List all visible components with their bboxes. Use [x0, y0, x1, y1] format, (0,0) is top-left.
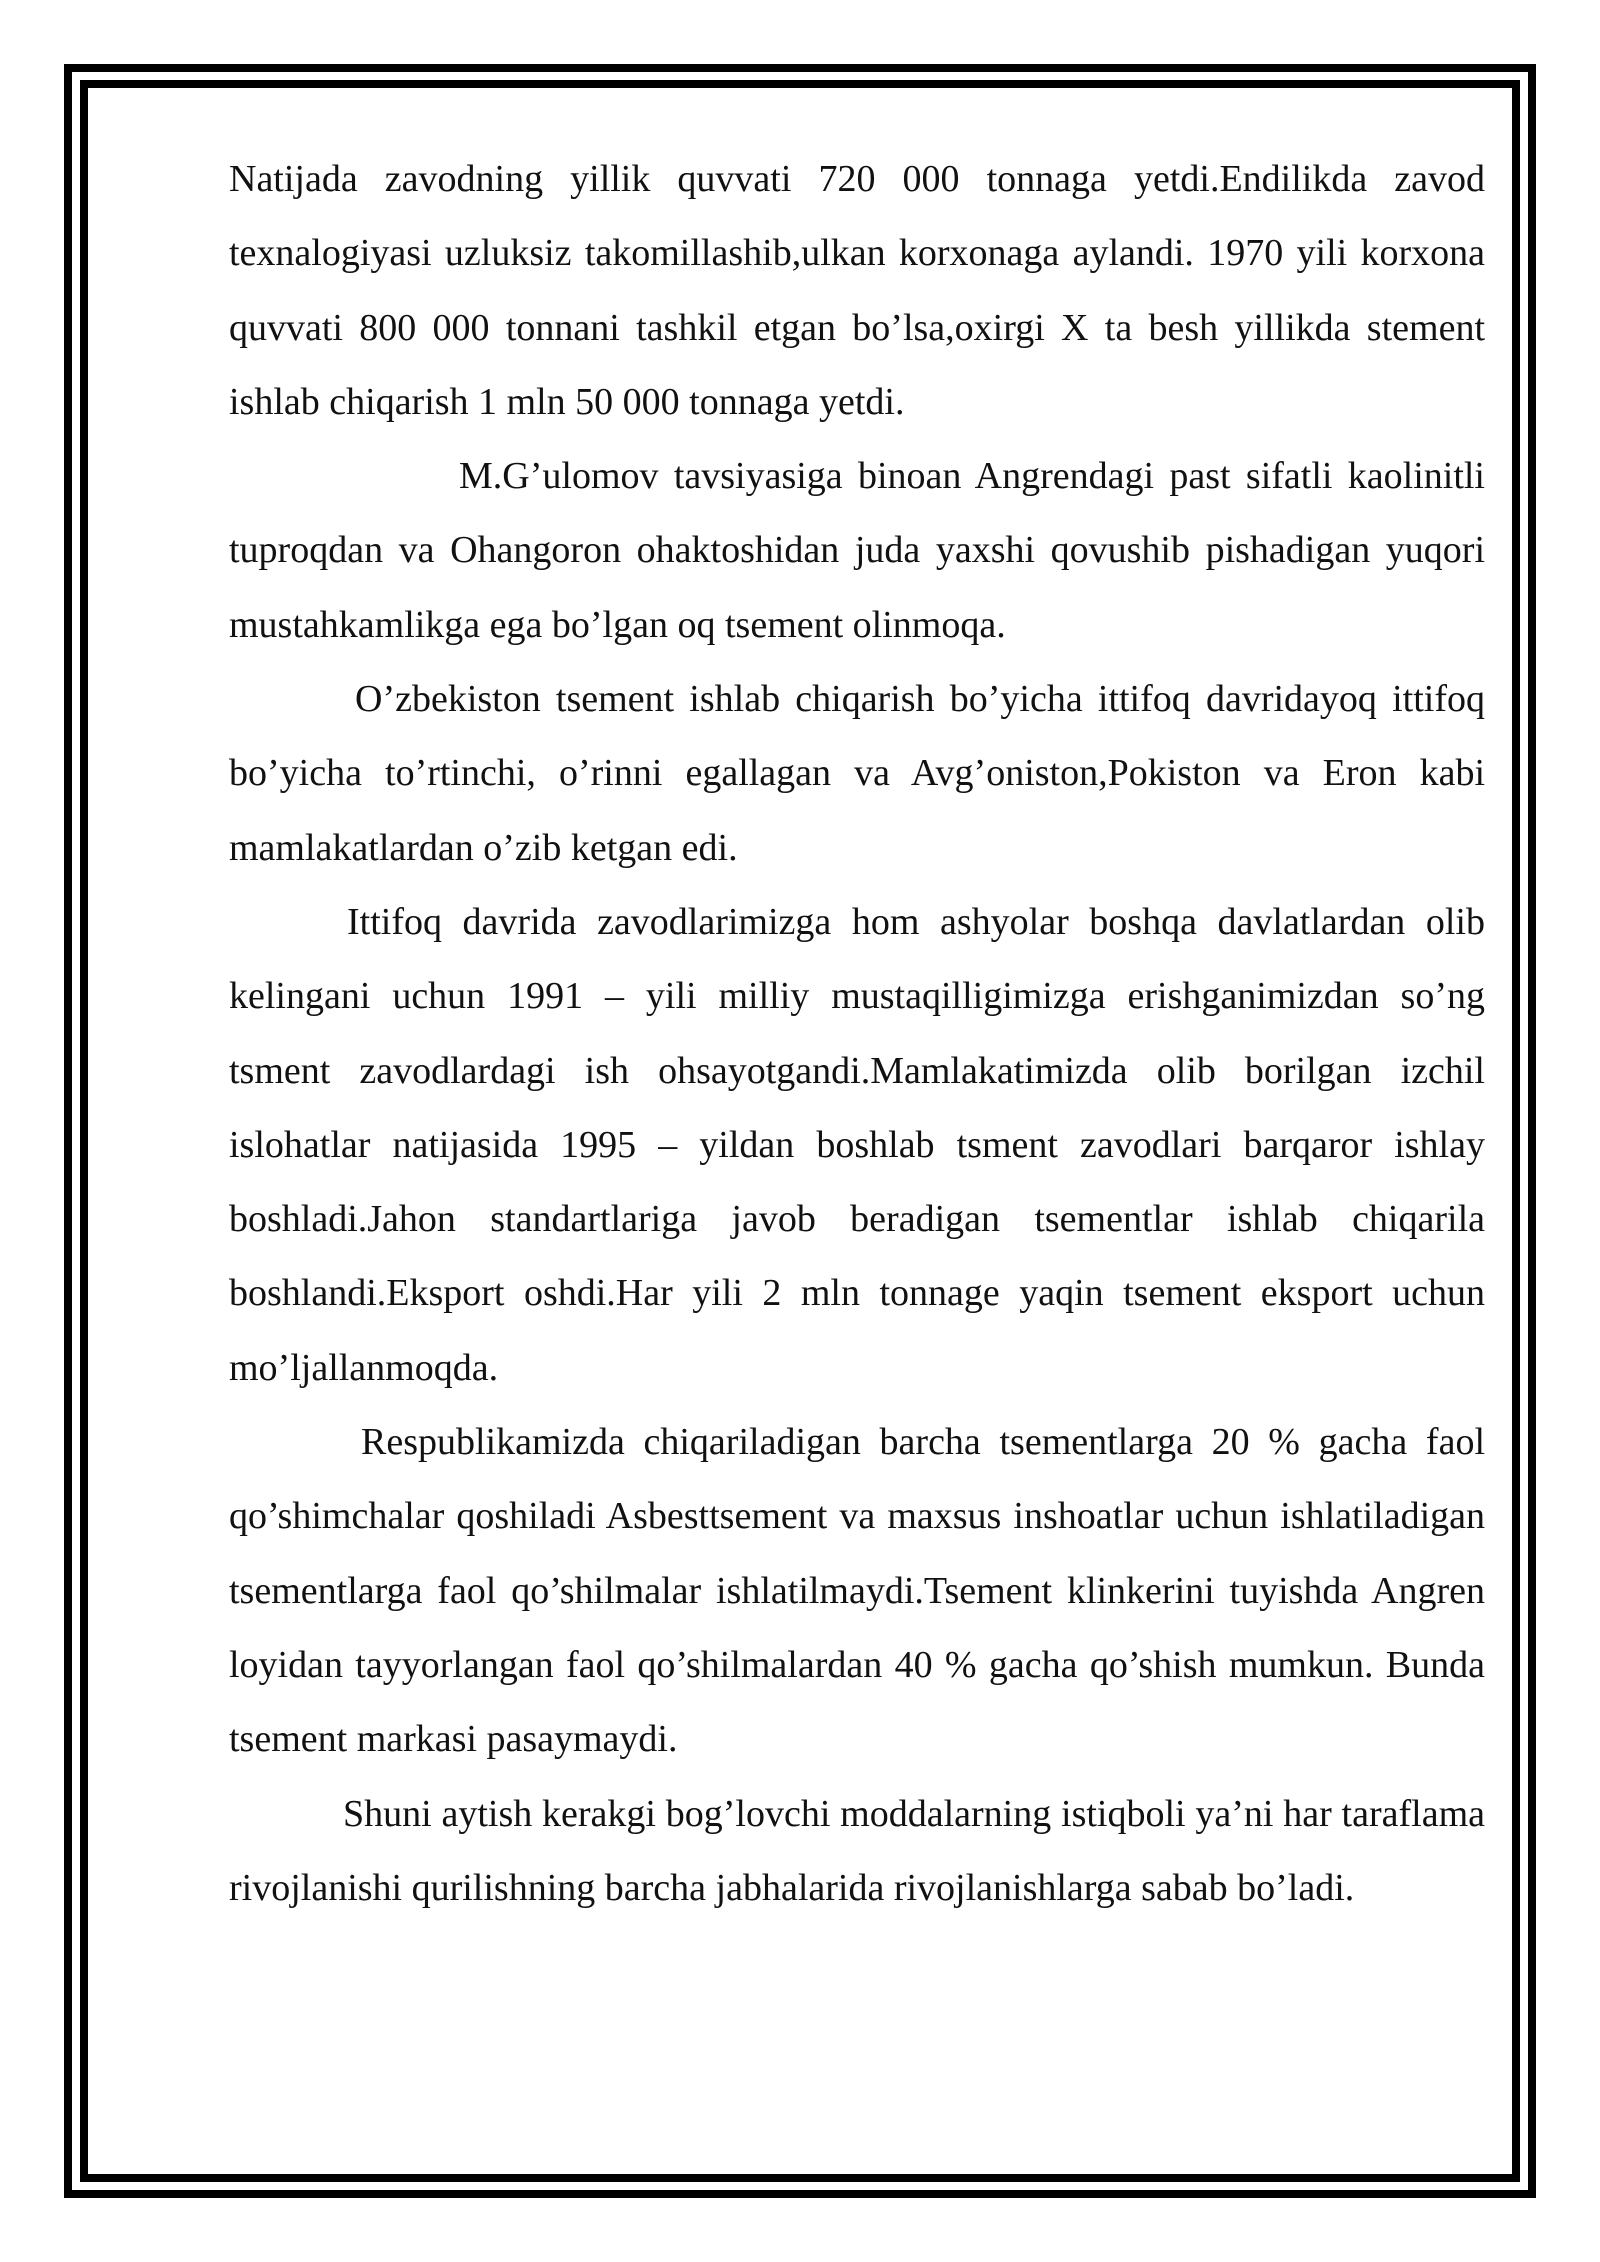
paragraph-3: O’zbekiston tsement ishlab chiqarish bo’yicha ittifoq davridayoq ittifoq bo’yicha to’rtinchi, o’rinni egallagan va Avg’oniston,Pokiston va Eron kabi mamlakatlardan o’zib ketgan edi. [229, 678, 1485, 869]
document-body [229, 142, 1485, 1925]
paragraph-6: Shuni aytish kerakgi bog’lovchi moddalarning istiqboli ya’ni har taraflama rivojlanishi qurilishning barcha jabhalarida rivojlanishlarga sabab bo’ladi. [229, 1792, 1485, 1909]
paragraph-2: M.G’ulomov tavsiyasiga binoan Angrendagi past sifatli kaolinitli tuproqdan va Ohangoron ohaktoshidan juda yaxshi qovushib pishadigan yuqori mustahkamlikga ega bo’lgan oq tsement olinmoqa. [229, 455, 1485, 646]
paragraph-4: Ittifoq davrida zavodlarimizga hom ashyolar boshqa davlatlardan olib kelingani uchun 1991 – yili milliy mustaqilligimizga erishganimizdan so’ng tsment zavodlardagi ish ohsayotgandi.Mamlakatimizda olib borilgan izchil islohatlar natijasida 1995 – yildan boshlab tsment zavodlari barqaror ishlay boshladi.Jahon standartlariga javob beradigan tsementlar ishlab chiqarila boshlandi.Eksport oshdi.Har yili 2 mln tonnage yaqin tsement eksport uchun mo’ljallanmoqda. [229, 900, 1485, 1389]
paragraph-1: Natijada zavodning yillik quvvati 720 000 tonnaga yetdi.Endilikda zavod texnalogiyasi uzluksiz takomillashib,ulkan korxonaga aylandi. 1970 yili korxona quvvati 800 000 tonnani tashkil etgan bo’lsa,oxirgi X ta besh yillikda stement ishlab chiqarish 1 mln 50 000 tonnaga yetdi. [229, 158, 1485, 423]
paragraph-5: Respublikamizda chiqariladigan barcha tsementlarga 20 % gacha faol qo’shimchalar qoshiladi Asbesttsement va maxsus inshoatlar uchun ishlatiladigan tsementlarga faol qo’shilmalar ishlatilmaydi.Tsement klinkerini tuyishda Angren loyidan tayyorlangan faol qo’shilmalardan 40 % gacha qo’shish mumkun. Bunda tsement markasi pasaymaydi. [229, 1421, 1485, 1761]
